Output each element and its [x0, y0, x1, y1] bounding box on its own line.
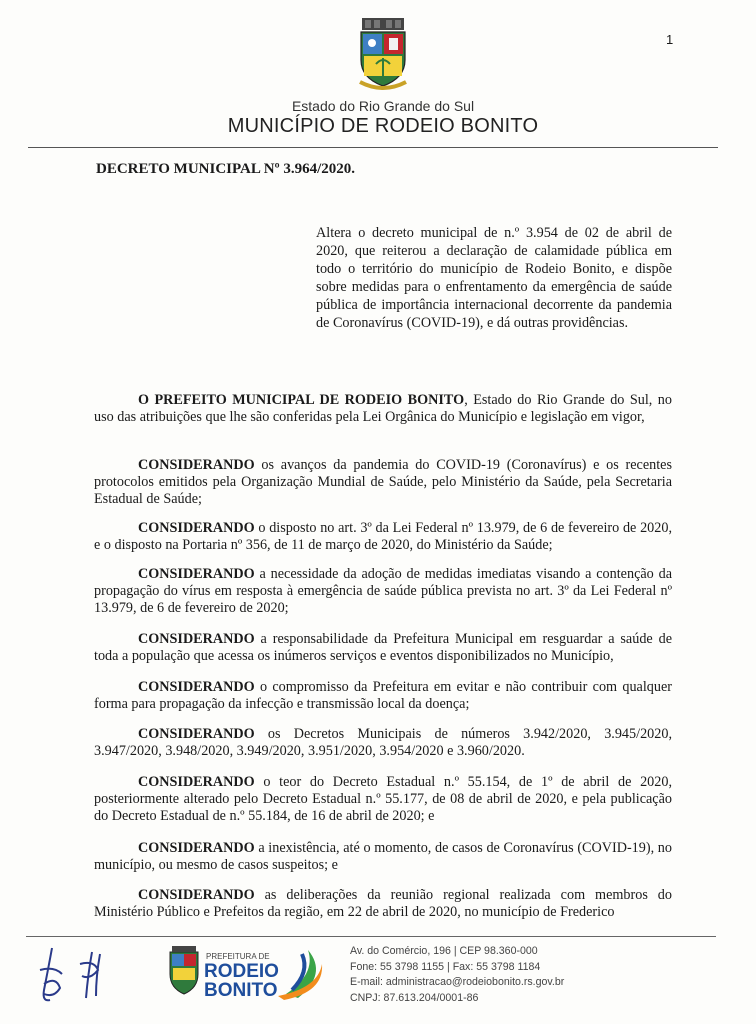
considerando-paragraph: CONSIDERANDO o compromisso da Prefeitura em evitar e não contribuir com qualquer forma para propagação da infecção e transmissão local da doença; — [94, 679, 672, 712]
handwritten-initials-icon — [30, 940, 130, 1012]
municipality-name: MUNICÍPIO DE RODEIO BONITO — [227, 115, 539, 137]
considerando-paragraph: CONSIDERANDO a responsabilidade da Prefeitura Municipal em resguardar a saúde de toda a população que acessa os inúmeros serviços e eventos disponibilizados no Município, — [94, 631, 672, 664]
footer-address: Av. do Comércio, 196 | CEP 98.360-000 — [350, 945, 538, 957]
footer-email: E-mail: administracao@rodeiobonito.rs.gov.br — [350, 976, 565, 989]
footer-cnpj: CNPJ: 87.613.204/0001-86 — [350, 991, 479, 1004]
logo-word-rodeio: RODEIO — [204, 961, 279, 982]
preamble-paragraph: O PREFEITO MUNICIPAL DE RODEIO BONITO, Estado do Rio Grande do Sul, no uso das atribuições que lhe são conferidas pela Lei Orgânica do Município e legislação em vigor, — [94, 392, 672, 425]
prefeitura-logo — [168, 944, 328, 1004]
considerando-paragraph: CONSIDERANDO o disposto no art. 3º da Lei Federal nº 13.979, de 6 de fevereiro de 2020, e o disposto na Portaria nº 356, de 11 de março de 2020, do Ministério da Saúde; — [94, 520, 672, 553]
logo-word-bonito: BONITO — [204, 980, 278, 1001]
footer-phone: Fone: 55 3798 1155 | Fax: 55 3798 1184 — [350, 960, 541, 973]
page-number: 1 — [666, 32, 674, 47]
considerando-paragraph: CONSIDERANDO os Decretos Municipais de números 3.942/2020, 3.945/2020, 3.947/2020, 3.948/2020, 3.949/2020, 3.951/2020, 3.954/2020 e 3.960/2020. — [94, 726, 672, 759]
footer-divider — [26, 936, 716, 937]
considerando-paragraph: CONSIDERANDO a inexistência, até o momento, de casos de Coronavírus (COVID-19), no município, ou mesmo de casos suspeitos; e — [94, 840, 672, 873]
decree-title: DECRETO MUNICIPAL Nº 3.964/2020. — [96, 161, 355, 177]
footer-contact — [350, 944, 564, 1006]
state-name: Estado do Rio Grande do Sul — [291, 98, 475, 114]
considerando-paragraph: CONSIDERANDO a necessidade da adoção de medidas imediatas visando a contenção da propagação do vírus em resposta à emergência de saúde pública prevista no art. 3º da Lei Federal nº 13.979, de 6 de fevereiro de 2020; — [94, 566, 672, 616]
header-divider — [28, 147, 718, 148]
considerando-paragraph: CONSIDERANDO as deliberações da reunião regional realizada com membros do Ministério Público e Prefeitos da região, em 22 de abril de 2020, no município de Frederico — [94, 887, 672, 920]
logo-subtitle: PREFEITURA DE — [206, 952, 270, 961]
considerando-paragraph: CONSIDERANDO os avanços da pandemia do COVID-19 (Coronavírus) e os recentes protocolos emitidos pela Organização Mundial de Saúde, pelo Ministério da Saúde, pela Secretaria Estadual de Saúde; — [94, 457, 672, 507]
decree-summary: Altera o decreto municipal de n.º 3.954 de 02 de abril de 2020, que reiterou a declaração de calamidade pública em todo o território do município de Rodeio Bonito, e dispõe sobre medidas para o enfrentamento da emergência de saúde pública de importância internacional decorrente da pandemia de Coronavírus (COVID-19), e dá outras providências. — [316, 225, 672, 332]
municipal-coat-of-arms-icon — [356, 16, 410, 94]
considerando-paragraph: CONSIDERANDO o teor do Decreto Estadual n.º 55.154, de 1º de abril de 2020, posteriormente alterado pelo Decreto Estadual n.º 55.177, de 08 de abril de 2020, e pela publicação do Decreto Estadual de n.º 55.184, de 16 de abril de 2020; e — [94, 774, 672, 824]
